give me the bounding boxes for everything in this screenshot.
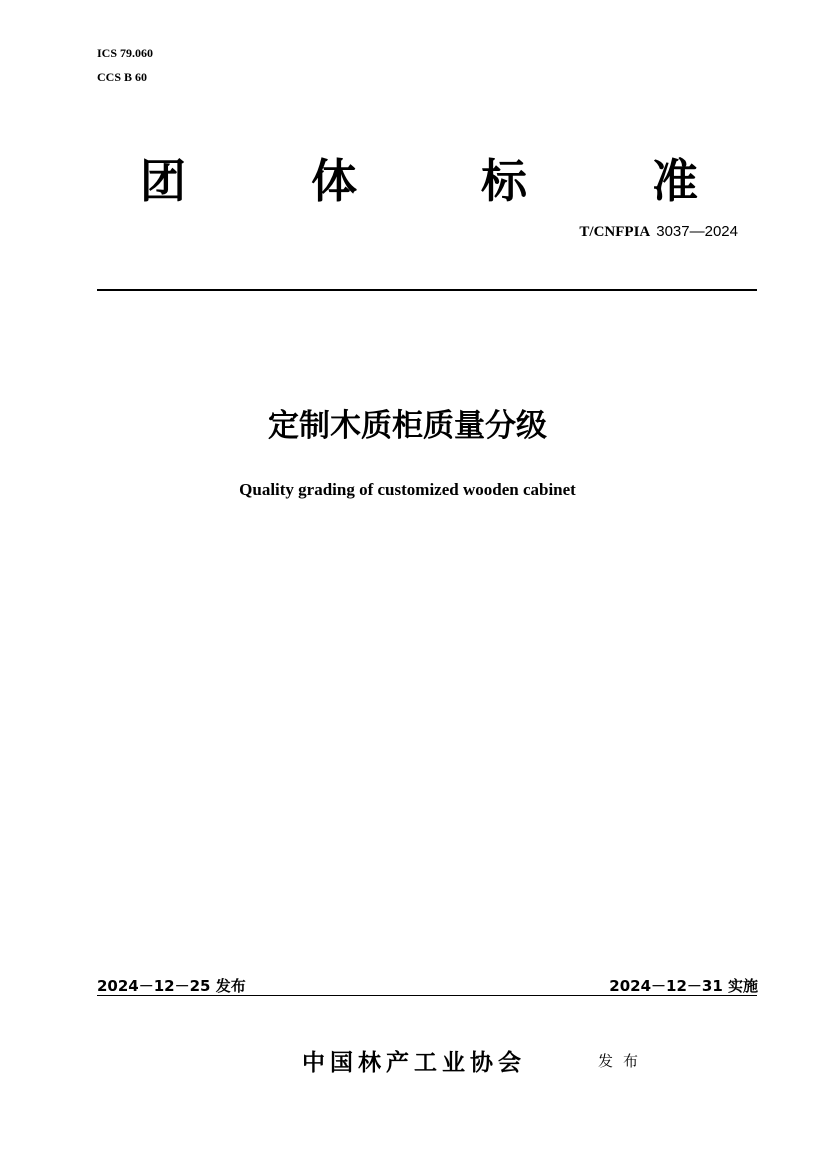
publish-label: 发布 bbox=[598, 1052, 649, 1070]
standard-type-char-4: 准 bbox=[652, 154, 698, 208]
standard-type-heading bbox=[140, 145, 715, 211]
ccs-code: CCS B 60 bbox=[97, 70, 148, 84]
publisher-name: 中国林产工业协会 bbox=[302, 1050, 526, 1076]
document-title-chinese: 定制木质柜质量分级 bbox=[268, 408, 547, 444]
standard-number-prefix: T/CNFPIA bbox=[579, 224, 651, 240]
classification-codes bbox=[97, 41, 153, 89]
document-title-english: Quality grading of customized wooden cabinet bbox=[239, 480, 576, 499]
release-date: 2024－12－25 发布 bbox=[97, 977, 246, 995]
standard-number bbox=[579, 222, 738, 241]
standard-type-char-3: 标 bbox=[481, 154, 527, 208]
bottom-divider bbox=[97, 995, 757, 996]
implementation-date: 2024－12－31 实施 bbox=[609, 977, 758, 995]
standard-number-value: 3037—2024 bbox=[656, 223, 738, 240]
standard-type-char-1: 团 bbox=[140, 154, 186, 208]
top-divider bbox=[97, 289, 757, 291]
standard-type-char-2: 体 bbox=[311, 154, 357, 208]
ics-code: ICS 79.060 bbox=[97, 46, 154, 60]
